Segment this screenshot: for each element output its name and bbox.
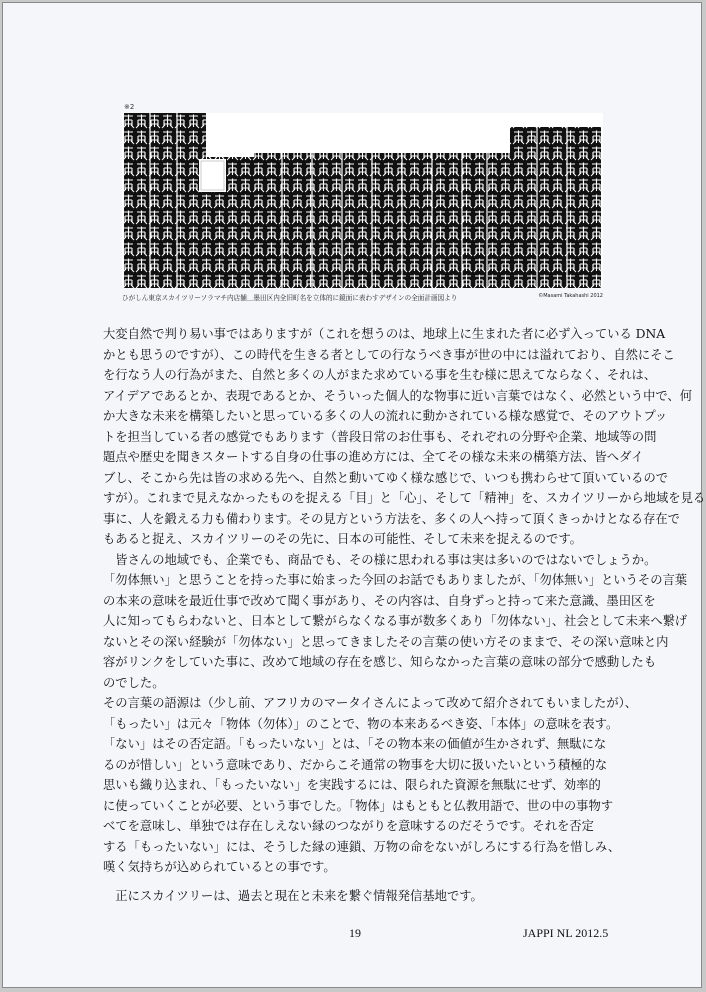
body-line: か大きな未来を構築したいと思っている多くの人の流れに動かされている様な感覚で、そのアウトプッ — [103, 409, 668, 423]
body-line: 事に、人を鍛える力も備わります。その見方という方法を、多くの人へ持って頂くきっかけとなる存在で — [103, 511, 680, 526]
page-number: 19 — [349, 926, 361, 940]
figure-label: ※2 — [124, 103, 135, 111]
page-sheet — [2, 2, 706, 988]
body-line: すが）。これまで見えなかったものを捉える「目」と「心」、そして「精神」を、スカイツリーから地域を見る — [103, 491, 706, 505]
page-footer — [3, 926, 703, 942]
body-line: 「もったい」は元々「物体（勿体）」のことで、物の本来あるべき姿、「本体」の意味を表す。 — [103, 716, 619, 731]
body-line: べてを意味し、単独では存在しえない縁のつながりを意味するのだそうです。それを否定 — [103, 819, 594, 833]
body-line: 皆さんの地域でも、企業でも、商品でも、その様に思われる事は実は多いのではないでしょうか。 — [103, 552, 657, 567]
body-line: その言葉の語源は（少し前、アフリカのマータイさんによって改めて紹介されてもいましたが）、 — [103, 696, 638, 710]
body-line: のでした。 — [103, 675, 165, 690]
body-line: 嘆く気持ちが込められているとの事です。 — [103, 860, 336, 874]
article-body — [103, 324, 706, 906]
body-line: 思いも織り込まれ、「もったいない」を実践するには、限られた資源を無駄にせず、効率的 — [103, 778, 601, 792]
body-line: るのが惜しい」という意味であり、だからこそ通常の物事を大切に扱いたいという積極的な — [103, 757, 608, 772]
journal-reference: JAPPI NL 2012.5 — [523, 926, 609, 940]
figure-image — [122, 113, 603, 288]
body-line: 題点や歴史を聞きスタートする自身の仕事の進め方には、全てその様な未来の構築方法、皆へダイ — [103, 450, 644, 464]
body-line: かとも思うのですが）、この時代を生きる者としての行なうべき事が世の中には溢れており、自然にそこ — [103, 347, 675, 362]
body-line: 容がリンクをしていた事に、改めて地域の存在を感じ、知らなかった言葉の意味の部分で感動したも — [103, 655, 657, 669]
body-line: もあると捉え、スカイツリーのその先に、日本の可能性、そして未来を捉えるのです。 — [103, 532, 582, 546]
kanji-relief-graphic — [122, 113, 603, 288]
figure-credit: ©Masami Takahashi 2012 — [538, 293, 603, 299]
body-line: 「勿体無い」と思うことを持った事に始まった今回のお話でもありましたが、「勿体無い」というその言葉 — [103, 573, 688, 587]
figure-caption: ひがしん東京スカイツリーソラマチ内店舗＿墨田区内全旧町名を立体的に鏡面に表わすデザインの全面計画図より — [122, 294, 458, 302]
body-line: 「ない」はその否定語。「もったいない」とは、「その物本来の価値が生かされず、無駄にな — [103, 737, 607, 751]
body-line: トを担当している者の感覚でもあります（普段日常のお仕事も、それぞれの分野や企業、地域等の問 — [103, 429, 657, 444]
body-line: する「もったいない」には、そうした縁の連鎖、万物の命をないがしろにする行為を惜しみ、 — [103, 839, 621, 854]
body-line: 大変自然で判り易い事ではありますが（これを想うのは、地球上に生まれた者に必ず入っている DNA — [103, 327, 666, 341]
body-line: の本来の意味を最近仕事で改めて聞く事があり、その内容は、自身ずっと持って来た意識、墨田区を — [103, 593, 656, 608]
body-line: 人に知ってもらわないと、日本として繋がらなくなる事が数多くあり「勿体ない」、社会として未来へ繋げ — [103, 614, 688, 628]
body-line: を行なう人の行為がまた、自然と多くの人がまた求めている事を生む様に思えてならなく、それは、 — [103, 368, 657, 382]
body-line: アイデアであるとか、表現であるとか、そういった個人的な物事に近い言葉ではなく、必然という中で、何 — [103, 388, 693, 403]
body-line: ないとその深い経験が「勿体ない」と思ってきましたその言葉の使い方そのままで、その深い意味と内 — [103, 634, 669, 649]
figure-caption-row — [122, 292, 603, 302]
body-line: 正にスカイツリーは、過去と現在と未来を繋ぐ情報発信基地です。 — [103, 888, 483, 903]
body-line: に使っていくことが必要、という事でした。「物体」はもともと仏教用語で、世の中の事物す — [103, 798, 614, 813]
body-line: ブし、そこから先は皆の求める先へ、自然と動いてゆく様な感じで、いつも携わらせて頂いているので — [103, 470, 669, 485]
